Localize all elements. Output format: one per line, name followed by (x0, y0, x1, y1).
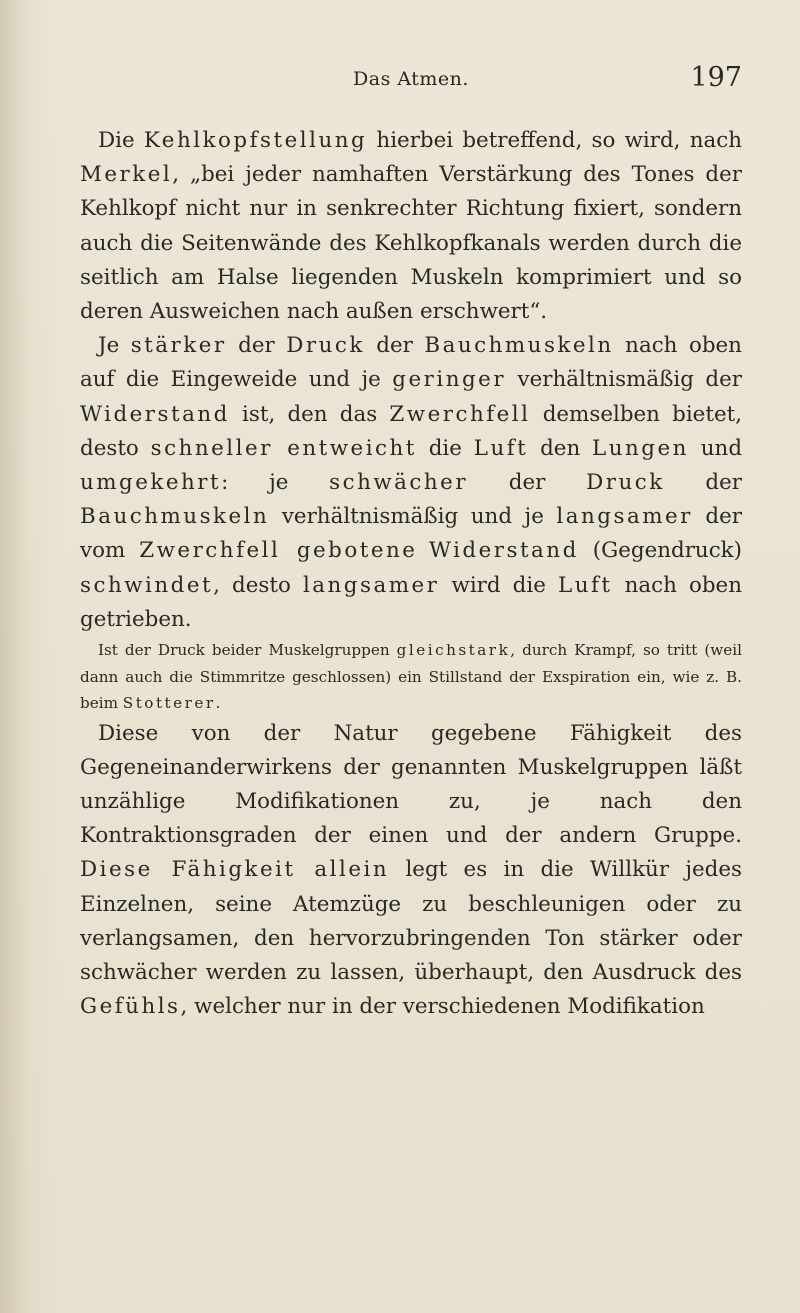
text-run: Je (98, 333, 131, 359)
emphasized-term: schwindet (80, 572, 214, 598)
emphasized-term: geringer (392, 367, 507, 393)
text-run: , welcher nur in der verschiedenen Modifikation (180, 994, 705, 1020)
text-run: nach oben auf die Eingeweide und je (80, 333, 742, 393)
emphasized-term: Luft (557, 572, 613, 598)
emphasized-term: gleichstark (396, 641, 511, 660)
emphasized-term: schwächer (329, 470, 469, 496)
paragraph-faehigkeit (80, 717, 742, 1025)
text-run: . (215, 694, 221, 713)
text-run: : je (221, 470, 330, 496)
emphasized-term: Lungen (592, 435, 689, 461)
emphasized-term: Zwerchfell geboten (139, 538, 403, 564)
text-run: Ist der Druck beider Muskelgruppen (98, 641, 397, 660)
emphasized-term: Kehlkopfstellung (143, 128, 368, 153)
emphasized-term: langsamer (556, 504, 693, 530)
emphasized-term: Stotterer (122, 694, 216, 713)
paragraph-kehlkopfstellung (80, 124, 742, 329)
emphasized-term: Druck (286, 333, 365, 359)
text-run: der (364, 333, 425, 359)
text-run: legt es in die Willkür jedes Einzelnen, seine Atemzüge zu beschleunigen oder zu verlangsamen, den hervorzubringenden Ton stärker oder schwächer werden zu lassen, überhaupt, den Ausdruck des (80, 857, 742, 985)
emphasized-term: Luft (473, 435, 529, 461)
emphasized-term: Widerstand (80, 401, 230, 427)
paragraph-bauchmuskeln (80, 329, 742, 637)
text-run: hierbei betreffend, so wird, nach (367, 128, 742, 153)
text-run: die (416, 435, 474, 461)
text-run: e (402, 538, 429, 564)
body-text (80, 124, 742, 1024)
text-run: , durch Krampf, so tritt (weil dann auch die Stimmritze geschlossen) ein Stillstand der Exspiration ein, wie z. B. beim (80, 641, 742, 713)
text-run: und (688, 435, 743, 461)
emphasized-term: stärker (130, 333, 227, 359)
text-run: wird die (439, 572, 558, 598)
text-run: der (664, 470, 742, 496)
text-run: der (226, 333, 287, 359)
text-run: der (468, 470, 587, 496)
text-run: der vom (80, 504, 742, 564)
running-head: Das Atmen. (353, 68, 469, 90)
emphasized-term: langsamer (302, 572, 440, 598)
page-header (80, 62, 742, 96)
text-run: demselben bietet, desto (80, 401, 742, 461)
small-print-note (80, 637, 742, 717)
text-run: , desto (213, 572, 303, 598)
text-run: (Gegendruck) (578, 538, 742, 564)
emphasized-term: Diese Fähigkeit allein (80, 857, 390, 883)
emphasized-term: umgekehrt (80, 470, 222, 496)
text-run: Diese von der Natur gegebene Fähigkeit des Gegeneinanderwirkens der genannten Muskelgruppen läßt unzählige Modifikationen zu, je nach den Kontraktionsgraden der einen und der andern Gruppe. (80, 720, 742, 849)
emphasized-term: schneller entweicht (150, 435, 417, 461)
text-run: nach oben getrieben. (80, 572, 742, 632)
text-run: ist, den das (229, 401, 390, 427)
emphasized-term: Zwerchfell (389, 401, 531, 427)
emphasized-term: Bauchmuskeln (80, 504, 270, 530)
text-run: Die (98, 128, 144, 153)
text-run: verhältnismäßig und je (269, 504, 557, 530)
text-run: verhältnismäßig der (506, 367, 742, 393)
emphasized-term: Gefühls (80, 994, 181, 1020)
author-name: Merkel (80, 162, 173, 188)
emphasized-term: Bauchmuskeln (424, 333, 614, 359)
text-run: den (528, 435, 593, 461)
text-run: , „bei jeder namhaften Verstärkung des Tones der Kehlkopf nicht nur in senkrechter Richtung fixiert, sondern auch die Seitenwände des Kehlkopfkanals werden durch die seitlich am Halse liegenden Muskeln komprimiert und so deren Ausweichen nach außen erschwert“. (80, 162, 742, 325)
emphasized-term: Druck (586, 470, 665, 496)
emphasized-term: Widerstand (428, 538, 579, 564)
page-number: 197 (690, 62, 742, 93)
